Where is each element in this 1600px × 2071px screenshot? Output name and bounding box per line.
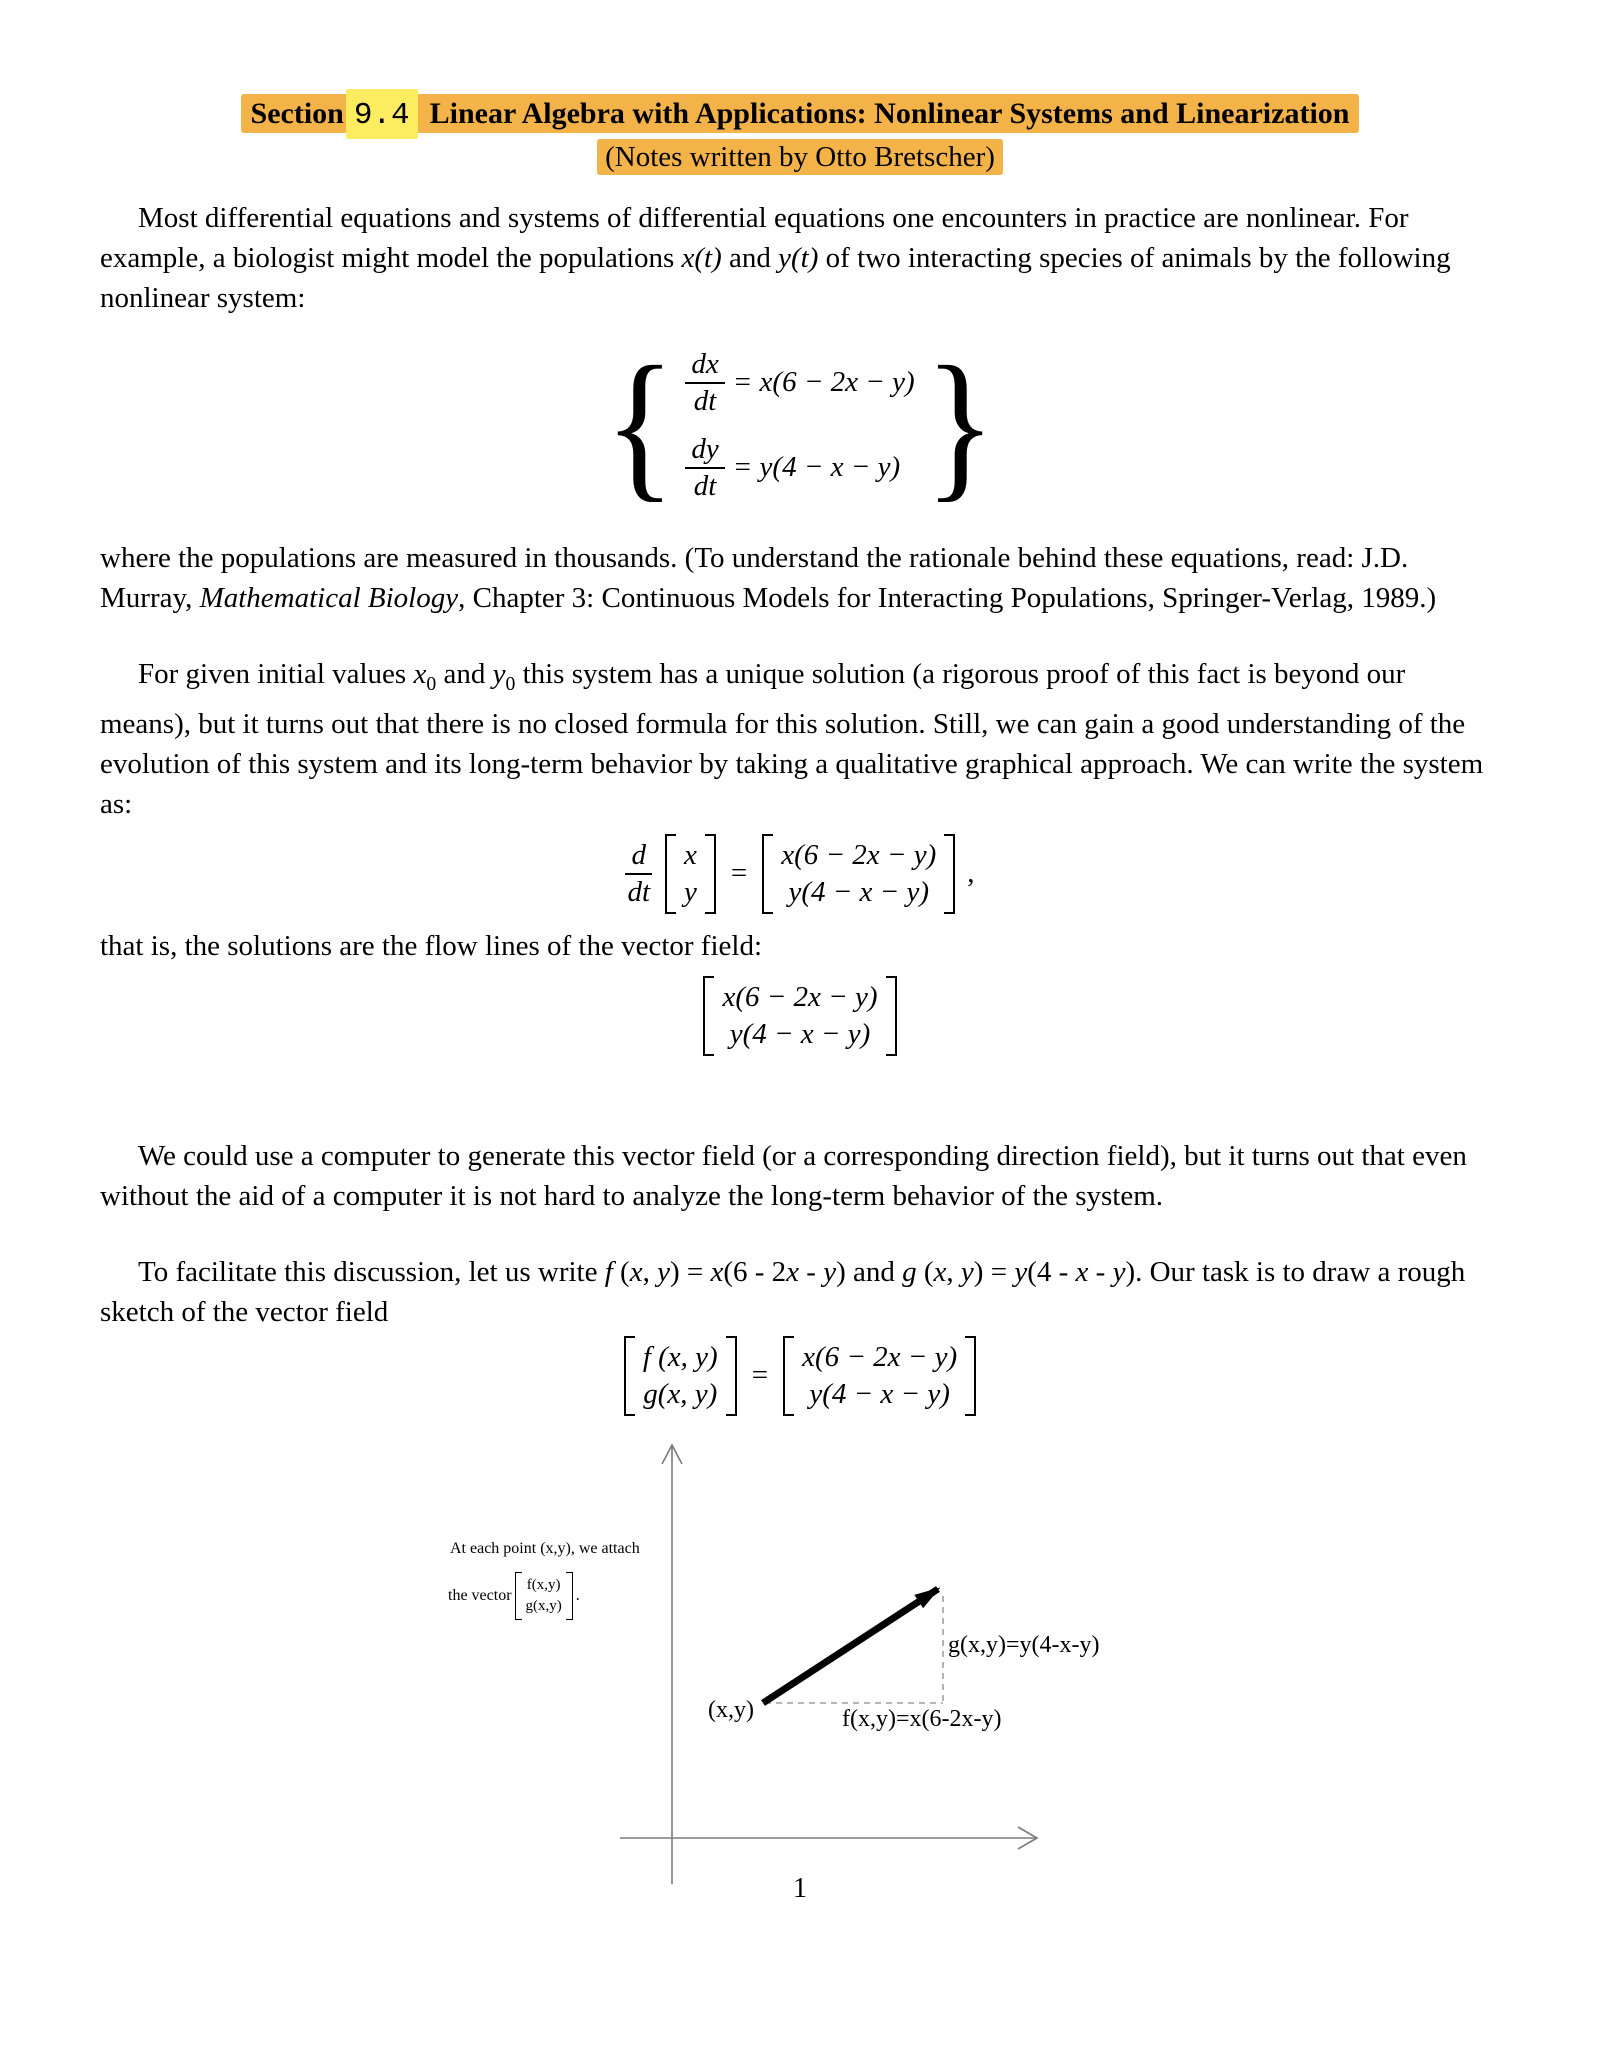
point-label: (x,y) — [708, 1696, 754, 1723]
f-component-label: f(x,y)=x(6-2x-y) — [842, 1705, 1002, 1732]
paragraph-computer: We could use a computer to generate this vector field (or a corresponding direction field), but it turns out that even without the aid of a computer it is not hard to analyze the long-term behavior of the system. — [100, 1139, 1467, 1212]
fg-rhs-matrix: x(6 − 2x − y) y(4 − x − y) — [783, 1336, 976, 1416]
left-bracket — [703, 976, 714, 1056]
right-bracket — [944, 834, 955, 914]
annotation-prefix: the vector — [448, 1586, 512, 1604]
subtitle: (Notes written by Otto Bretscher) — [605, 141, 995, 173]
subtitle-line — [100, 138, 1500, 176]
equals-sign: = — [751, 1359, 769, 1392]
paragraph-flow-lines: that is, the solutions are the flow lines of the vector field: — [100, 929, 763, 962]
right-bracket — [886, 976, 897, 1056]
equation-fg-field — [100, 1336, 1500, 1416]
right-bracket — [566, 1572, 573, 1620]
paragraph-facilitate: To facilitate this discussion, let us write f (x, y) = x(6 - 2x - y) and g (x, y) = y(4 - x - y). Our task is to draw a rough sketch of the vector field — [100, 1255, 1466, 1328]
fraction-dx-dt: $\frac{dx}{dt}$ — [685, 348, 724, 417]
state-vector-matrix: x y — [665, 834, 716, 914]
equation-vector-field — [100, 976, 1500, 1056]
right-bracket — [965, 1336, 976, 1416]
fraction-d-dt: $\frac{d}{dt}$ — [627, 839, 650, 909]
system-row-dx — [685, 348, 914, 417]
paragraph-reference: where the populations are measured in thousands. (To understand the rationale behind these equations, read: J.D. Murray, Mathematical Biology, Chapter 3: Continuous Models for Interacting Populations, Springer-Verlag, 1989.) — [100, 542, 1437, 614]
left-bracket — [515, 1572, 522, 1620]
diagram-canvas — [440, 1416, 1140, 1931]
annotation-vector-matrix: f(x,y) g(x,y) — [515, 1572, 573, 1620]
title-highlight — [241, 94, 1360, 133]
annotation-period: . — [575, 1586, 580, 1604]
paragraph-initial-values: For given initial values $x_0$ and $y_0$ this system has a unique solution (a rigorous proof of this fact is beyond our means), but it turns out that there is no closed formula for this solution. Still, we can gain a good understanding of the evolution of this system and its long-term behavior by taking a qualitative graphical approach. We can write the system as: — [100, 658, 1484, 820]
page-title: Linear Algebra with Applications: Nonlinear Systems and Linearization — [429, 97, 1350, 130]
right-bracket — [705, 834, 716, 914]
rhs-vector-matrix: x(6 − 2x − y) y(4 − x − y) — [762, 834, 955, 914]
system-rhs-2: = y(4 − x − y) — [732, 451, 901, 483]
left-bracket — [783, 1336, 794, 1416]
left-bracket — [665, 834, 676, 914]
fraction-dy-dt: $\frac{dy}{dt}$ — [685, 433, 724, 502]
left-bracket — [624, 1336, 635, 1416]
vector-arrow-icon — [763, 1589, 938, 1703]
section-label: Section — [250, 97, 344, 130]
diagram-annotation-line2 — [448, 1572, 580, 1620]
vector-field-diagram — [100, 1416, 1500, 1931]
fg-matrix: f (x, y) g(x, y) — [624, 1336, 737, 1416]
vector-field-matrix: x(6 − 2x − y) y(4 − x − y) — [703, 976, 896, 1056]
equation-matrix-form — [100, 834, 1500, 914]
system-rows — [685, 348, 914, 502]
section-number: 9.4 — [346, 89, 418, 139]
left-bracket — [762, 834, 773, 914]
system-rhs-1: = x(6 − 2x − y) — [732, 366, 915, 398]
equation-nonlinear-system: { $\frac{dx}{dt}$ = x(6 − 2x − y) $\frac{dy}{dt}$ = y(4 − x − y) } — [604, 333, 996, 517]
subtitle-highlight — [597, 139, 1003, 175]
title-block — [100, 92, 1500, 176]
page-number: 1 — [793, 1872, 807, 1904]
right-bracket — [726, 1336, 737, 1416]
paragraph-intro: Most differential equations and systems of differential equations one encounters in practice are nonlinear. For example, a biologist might model the populations x(t) and y(t) of two interacting species of animals by the following nonlinear system: — [100, 202, 1451, 314]
system-row-dy — [685, 433, 914, 502]
equals-sign: = — [730, 857, 748, 890]
g-component-label: g(x,y)=y(4-x-y) — [948, 1631, 1100, 1658]
diagram-annotation-line1: At each point (x,y), we attach — [450, 1539, 640, 1557]
title-line — [100, 92, 1500, 138]
trailing-comma: , — [967, 857, 975, 890]
